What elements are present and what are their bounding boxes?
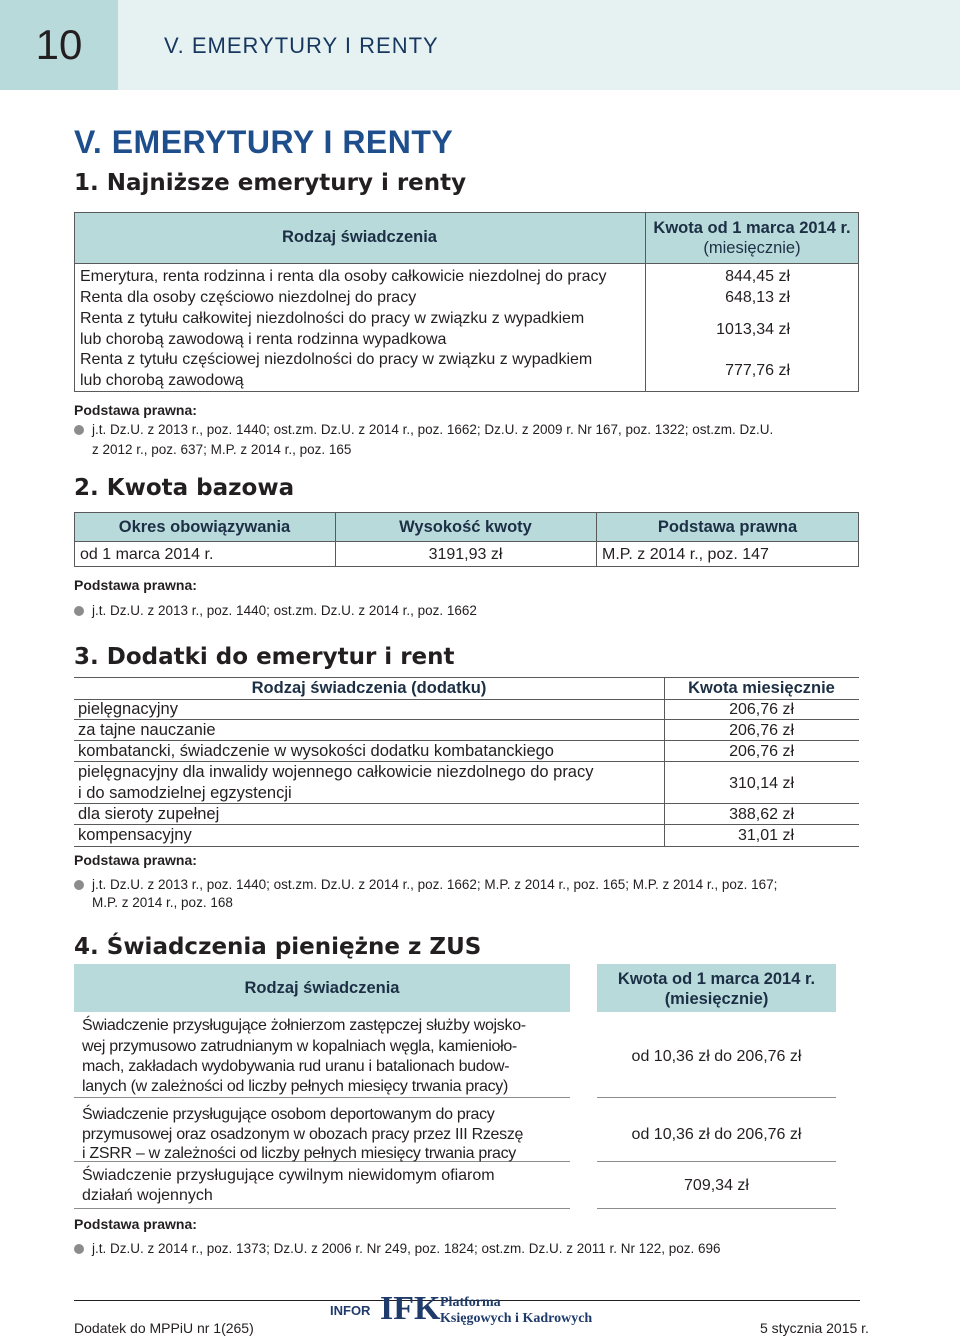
table-cell: M.P. z 2014 r., poz. 147 xyxy=(602,546,769,563)
table-cell: Renta z tytułu całkowitej niezdolności do pracy w związku z wypadkiem xyxy=(80,310,585,327)
table-cell: Emerytura, renta rodzinna i renta dla osoby całkowicie niezdolnej do pracy xyxy=(80,268,607,285)
table-cell: za tajne nauczanie xyxy=(78,721,216,739)
table-cell: lub chorobą zawodową xyxy=(80,372,244,389)
bullet-icon xyxy=(74,880,84,890)
bullet-icon xyxy=(74,425,84,435)
table-cell: lub chorobą zawodową i renta rodzinna wypadkowa xyxy=(80,331,447,348)
column-header: Rodzaj świadczenia xyxy=(244,979,400,997)
table-rule xyxy=(74,846,859,847)
table-cell-amount: 388,62 zł xyxy=(729,806,794,823)
table-cell-amount: 206,76 zł xyxy=(729,701,794,718)
table-cell: kombatancki, świadczenie w wysokości dodatku kombatanckiego xyxy=(78,742,554,760)
section-title: 4. Świadczenia pieniężne z ZUS xyxy=(74,934,482,960)
column-header: Podstawa prawna xyxy=(657,518,798,536)
table-cell: i ZSRR – w zależności od liczby pełnych miesięcy trwania pracy xyxy=(82,1145,517,1162)
table-cell: lanych (w zależności od liczby pełnych miesięcy trwania pracy) xyxy=(82,1078,509,1095)
table-cell-amount: 1013,34 zł xyxy=(716,321,790,338)
table-cell-amount: 3191,93 zł xyxy=(428,546,503,563)
ifk-logo-text: Platforma xyxy=(440,1295,501,1310)
table-cell: mach, zakładach wydobywania rud uranu i batalionach budow- xyxy=(82,1058,510,1075)
table-cell-amount: od 10,36 zł do 206,76 zł xyxy=(631,1126,802,1143)
bullet-icon xyxy=(74,606,84,616)
table-cell: Świadczenie przysługujące żołnierzom zastępczej służby wojsko- xyxy=(82,1017,526,1034)
table-cell: pielęgnacyjny dla inwalidy wojennego całkowicie niezdolnego do pracy xyxy=(78,763,594,781)
table-cell-amount: 31,01 zł xyxy=(737,827,794,844)
ifk-logo-text: Księgowych i Kadrowych xyxy=(440,1311,593,1326)
table-rule xyxy=(74,677,859,678)
section-title: 1. Najniższe emerytury i renty xyxy=(74,170,467,196)
column-header: Kwota od 1 marca 2014 r. xyxy=(617,970,816,988)
table-cell: wej przymusowo zatrudnianym w kopalniach węgla, kamienioło- xyxy=(82,1038,517,1055)
column-header: Wysokość kwoty xyxy=(399,518,532,536)
section-title: 2. Kwota bazowa xyxy=(74,475,295,501)
legal-basis-text: j.t. Dz.U. z 2013 r., poz. 1440; ost.zm. Dz.U. z 2014 r., poz. 1662; M.P. z 2014 r., poz. 165; M.P. z 2014 r., poz. 167; xyxy=(92,877,778,892)
table-cell: kompensacyjny xyxy=(78,826,192,844)
table-cell: działań wojennych xyxy=(82,1187,213,1204)
legal-basis-label: Podstawa prawna: xyxy=(74,1216,197,1232)
column-header: Kwota miesięcznie xyxy=(688,679,835,697)
running-head: V. EMERYTURY I RENTY xyxy=(164,33,439,58)
table-cell: Renta z tytułu częściowej niezdolności do pracy w związku z wypadkiem xyxy=(80,351,593,368)
table-cell: Świadczenie przysługujące osobom deportowanym do pracy xyxy=(82,1106,495,1123)
table-cell: pielęgnacyjny xyxy=(78,700,178,718)
column-header: (miesięcznie) xyxy=(703,239,801,257)
legal-basis-text: M.P. z 2014 r., poz. 168 xyxy=(92,895,233,910)
table-cell-amount: 310,14 zł xyxy=(729,775,794,792)
table-cell-amount: 206,76 zł xyxy=(729,743,794,760)
column-header: Okres obowiązywania xyxy=(118,518,291,536)
column-header: (miesięcznie) xyxy=(664,990,769,1008)
legal-basis-text: z 2012 r., poz. 637; M.P. z 2014 r., poz. 165 xyxy=(92,442,352,457)
legal-basis-label: Podstawa prawna: xyxy=(74,577,197,593)
table-cell-amount: 206,76 zł xyxy=(729,722,794,739)
table-cell-amount: 844,45 zł xyxy=(725,268,790,285)
table-cell-amount: 777,76 zł xyxy=(725,362,790,379)
footer-publication: Dodatek do MPPiU nr 1(265) xyxy=(74,1320,254,1336)
table-cell: i do samodzielnej egzystencji xyxy=(78,784,292,802)
table-cell: Świadczenie przysługujące cywilnym niewidomym ofiarom xyxy=(82,1167,495,1184)
column-header: Kwota od 1 marca 2014 r. xyxy=(653,219,851,237)
table-row xyxy=(74,1163,570,1209)
section-title: 3. Dodatki do emerytur i rent xyxy=(74,644,455,670)
infor-logo: INFOR xyxy=(330,1303,371,1318)
footer-date: 5 stycznia 2015 r. xyxy=(760,1320,869,1336)
legal-basis-label: Podstawa prawna: xyxy=(74,852,197,868)
column-header: Rodzaj świadczenia (dodatku) xyxy=(251,679,487,697)
table-cell: od 1 marca 2014 r. xyxy=(80,546,214,563)
table-cell: przymusowej oraz osadzonym w obozach pracy przez III Rzeszę xyxy=(82,1126,524,1143)
bullet-icon xyxy=(74,1244,84,1254)
table-cell: Renta dla osoby częściowo niezdolnej do pracy xyxy=(80,289,417,306)
legal-basis-text: j.t. Dz.U. z 2013 r., poz. 1440; ost.zm. Dz.U. z 2014 r., poz. 1662; Dz.U. z 2009 r. Nr 167, poz. 1322; ost.zm. Dz.U. xyxy=(92,422,774,437)
page-number: 10 xyxy=(35,21,83,68)
table-cell-amount: 709,34 zł xyxy=(684,1177,749,1194)
ifk-logo: IFK xyxy=(380,1290,441,1327)
legal-basis-text: j.t. Dz.U. z 2013 r., poz. 1440; ost.zm. Dz.U. z 2014 r., poz. 1662 xyxy=(92,603,477,618)
table-cell-amount: od 10,36 zł do 206,76 zł xyxy=(631,1048,802,1065)
table-cell: dla sieroty zupełnej xyxy=(78,805,220,823)
table-cell-amount: 648,13 zł xyxy=(725,289,790,306)
column-header: Rodzaj świadczenia xyxy=(282,228,437,246)
legal-basis-label: Podstawa prawna: xyxy=(74,402,197,418)
chapter-title: V. EMERYTURY I RENTY xyxy=(74,124,454,160)
legal-basis-text: j.t. Dz.U. z 2014 r., poz. 1373; Dz.U. z 2006 r. Nr 249, poz. 1824; ost.zm. Dz.U. z 2011 r. Nr 122, poz. 696 xyxy=(92,1241,721,1256)
